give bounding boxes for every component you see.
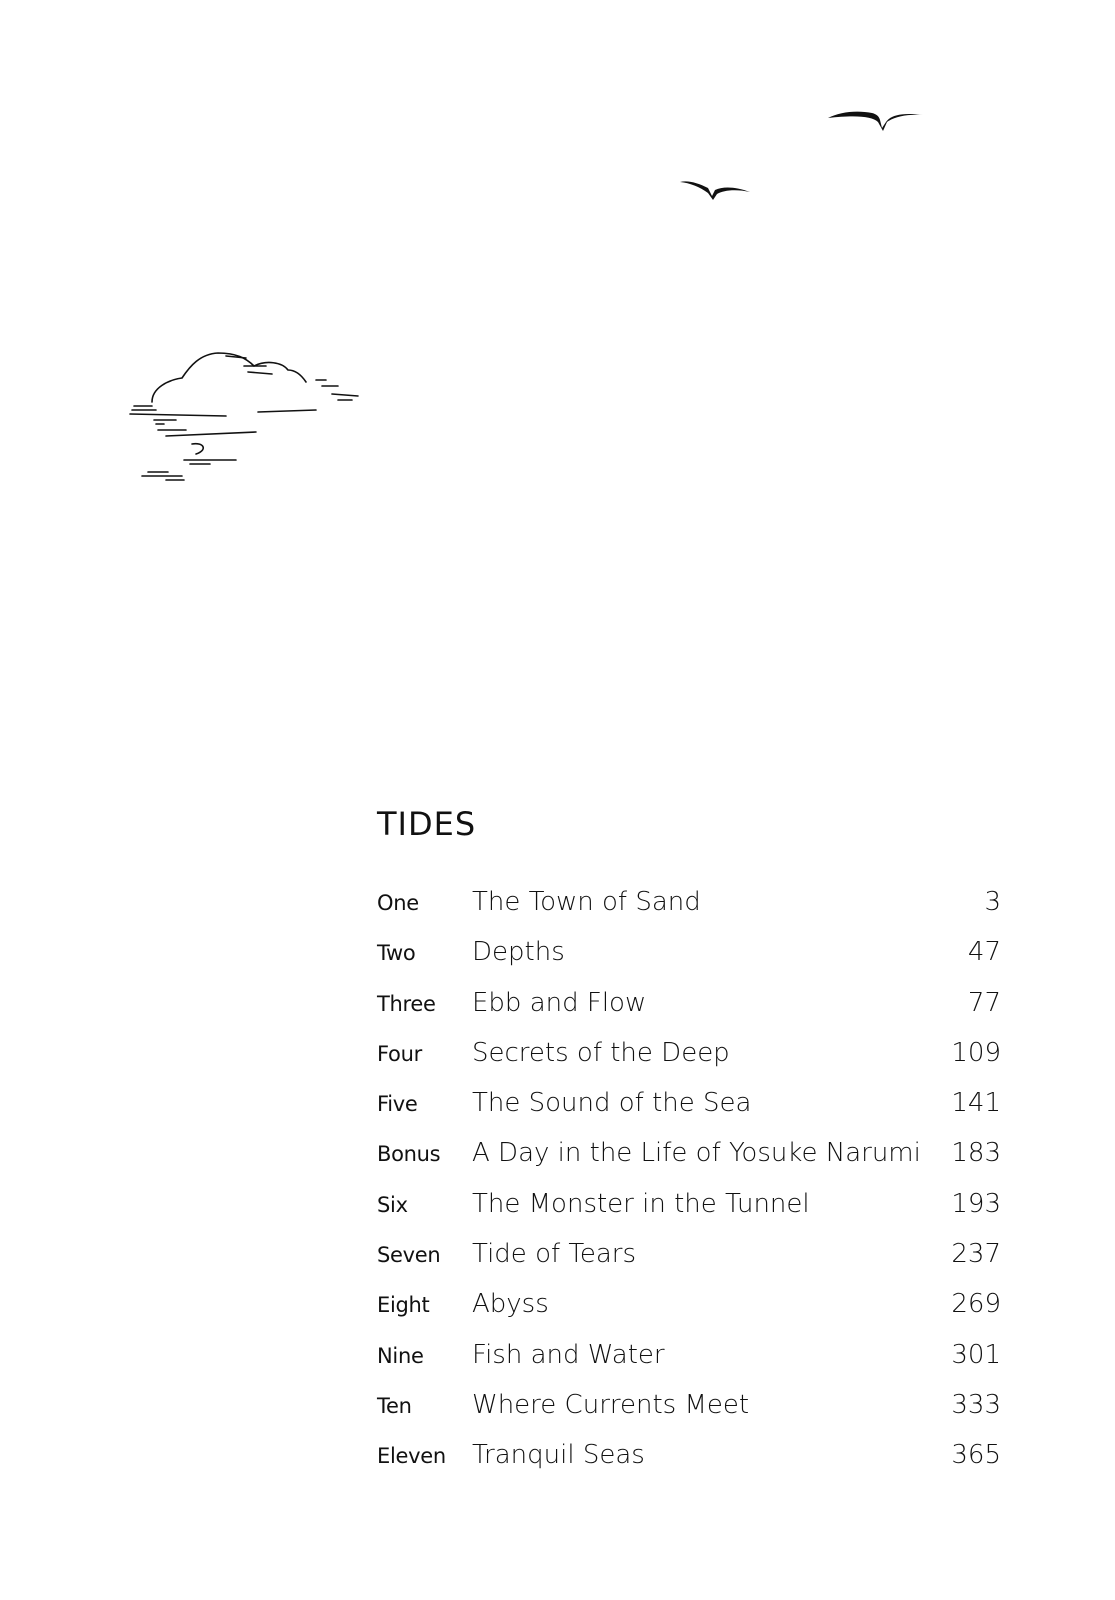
chapter-number: Eight [377, 1293, 430, 1318]
toc-entry [377, 1239, 1001, 1289]
chapter-number: Ten [377, 1393, 412, 1418]
chapter-title: Fish and Water [472, 1339, 665, 1370]
cloud-icon [126, 344, 368, 486]
page-number: 47 [967, 937, 1001, 968]
chapter-number: Bonus [377, 1142, 441, 1167]
toc-entry [377, 1088, 1001, 1138]
chapter-title: Tranquil Seas [472, 1440, 645, 1471]
page-number: 183 [951, 1138, 1001, 1169]
page-number: 365 [951, 1440, 1001, 1471]
chapter-title: Tide of Tears [472, 1239, 637, 1270]
chapter-title: Secrets of the Deep [472, 1037, 730, 1068]
chapter-number: Seven [377, 1243, 441, 1268]
page-number: 237 [951, 1239, 1001, 1270]
page-number: 193 [951, 1188, 1001, 1219]
bird-icon [678, 176, 752, 204]
page-number: 269 [951, 1289, 1001, 1320]
chapter-number: Eleven [377, 1444, 446, 1469]
chapter-title: The Monster in the Tunnel [472, 1188, 810, 1219]
page-number: 109 [951, 1037, 1001, 1068]
page-number: 301 [951, 1339, 1001, 1370]
chapter-title: Abyss [472, 1289, 549, 1320]
chapter-title: A Day in the Life of Yosuke Narumi [472, 1138, 921, 1169]
chapter-number: Four [377, 1041, 422, 1066]
chapter-title: The Sound of the Sea [472, 1088, 752, 1119]
table-of-contents [377, 802, 1001, 1491]
toc-entry [377, 1038, 1001, 1088]
page-number: 77 [967, 987, 1001, 1018]
toc-entry [377, 1189, 1001, 1239]
chapter-title: Depths [472, 937, 565, 968]
toc-entry [377, 1440, 1001, 1490]
chapter-title: Where Currents Meet [472, 1389, 750, 1420]
toc-entry [377, 937, 1001, 987]
chapter-number: Two [377, 941, 416, 966]
toc-entry [377, 988, 1001, 1038]
chapter-number: Three [377, 991, 436, 1016]
chapter-number: Five [377, 1092, 418, 1117]
page-number: 3 [984, 887, 1001, 917]
toc-entry [377, 887, 1001, 937]
toc-entry [377, 1390, 1001, 1440]
toc-entry [377, 1289, 1001, 1339]
page-number: 333 [951, 1389, 1001, 1420]
toc-list [377, 887, 1001, 1491]
chapter-title: The Town of Sand [472, 887, 701, 917]
toc-title: TIDES [377, 805, 477, 843]
page-number: 141 [951, 1088, 1001, 1119]
bird-icon [826, 104, 926, 134]
toc-entry [377, 1138, 1001, 1188]
chapter-title: Ebb and Flow [472, 987, 647, 1018]
chapter-number: Six [377, 1192, 408, 1217]
chapter-number: One [377, 891, 419, 915]
chapter-number: Nine [377, 1343, 424, 1368]
toc-entry [377, 1340, 1001, 1390]
